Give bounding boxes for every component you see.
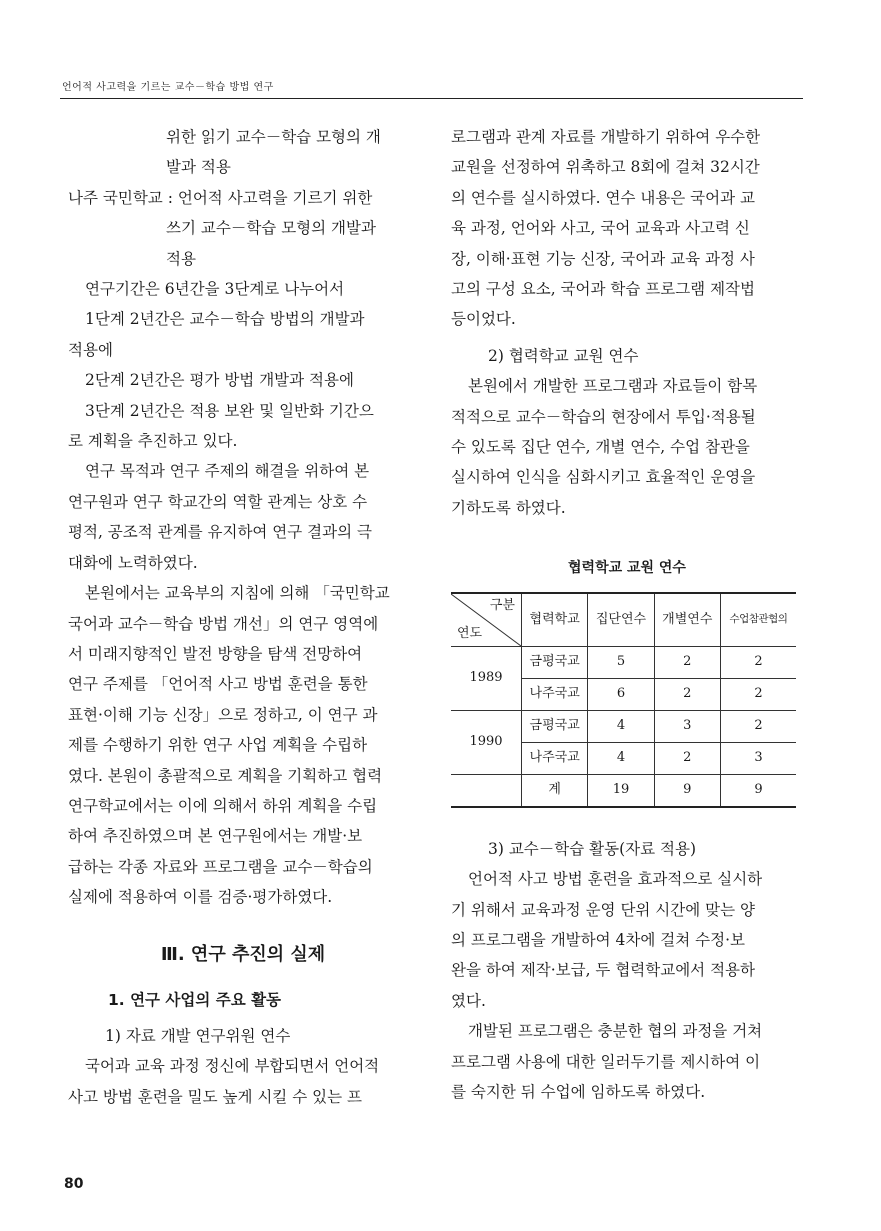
table-header-cell: 수업참관협의 [720,593,796,647]
value-cell: 2 [654,646,720,678]
body-line: 의 프로그램을 개발하여 4차에 걸쳐 수정·보 [451,930,745,949]
value-cell: 4 [588,710,654,742]
value-cell: 6 [588,678,654,710]
value-cell: 3 [720,742,796,774]
body-line: 언어적 사고 방법 훈련을 효과적으로 실시하 [468,870,763,889]
body-line: 연구 주제를 「언어적 사고 방법 훈련을 통한 [68,675,368,694]
body-line: 기하도록 하였다. [451,498,566,517]
school-cell: 나주국교 [522,742,588,774]
body-line: 평적, 공조적 관계를 유지하여 연구 결과의 극 [68,523,373,542]
school-cell: 금평국교 [522,710,588,742]
total-value-cell: 9 [654,774,720,807]
body-line: 완을 하여 제작·보급, 두 협력학교에서 적용하 [451,961,756,980]
school-cell: 나주국교 [522,678,588,710]
value-cell: 5 [588,646,654,678]
total-value-cell: 19 [588,774,654,807]
body-line: 프로그램 사용에 대한 일러두기를 제시하여 이 [451,1052,761,1071]
body-line: 적용에 [68,340,113,359]
item-title: 2) 협력학교 교원 연수 [488,346,639,365]
body-line: 제를 수행하기 위한 연구 사업 계획을 수립하 [68,736,368,755]
body-line: 하여 추진하였으며 본 연구원에서는 개발·보 [68,827,363,846]
table-total-row [451,774,796,807]
value-cell: 2 [654,678,720,710]
body-line: 대화에 노력하였다. [68,553,198,572]
empty-cell [451,774,522,807]
item-title: 1) 자료 개발 연구위원 연수 [105,1026,291,1045]
left-column [68,122,418,1112]
page-number: 80 [64,1176,84,1192]
training-table [451,592,796,808]
school-cell: 금평국교 [522,646,588,678]
year-cell: 1989 [451,646,522,710]
body-line: 표현·이해 기능 신장」으로 정하고, 이 연구 과 [68,705,378,724]
year-cell: 1990 [451,710,522,774]
total-label-cell: 계 [522,774,588,807]
body-line: 2단계 2년간은 평가 방법 개발과 적용에 [85,371,354,390]
table-header-row [451,593,796,647]
corner-bottom-label: 연도 [457,626,483,642]
right-column [451,122,803,1107]
running-header: 언어적 사고력을 기르는 교수－학습 방법 연구 [62,82,274,93]
body-line: 3단계 2년간은 적용 보완 및 일반화 기간으 [85,401,374,420]
body-line: 본원에서 개발한 프로그램과 자료들이 함목 [468,377,758,396]
value-cell: 2 [720,678,796,710]
body-line: 로 계획을 추진하고 있다. [68,432,238,451]
value-cell: 2 [720,710,796,742]
header-rule [60,98,803,99]
corner-top-label: 구분 [489,597,515,613]
value-cell: 2 [654,742,720,774]
body-line: 의 연수를 실시하였다. 연수 내용은 국어과 교 [451,188,756,207]
body-line: 로그램과 관계 자료를 개발하기 위하여 우수한 [451,128,761,146]
item-title: 3) 교수－학습 활동(자료 적용) [488,839,697,858]
body-line: 였다. [451,991,486,1010]
body-line: 사고 방법 훈련을 밀도 높게 시킬 수 있는 프 [68,1087,362,1106]
body-line: 실시하여 인식을 심화시키고 효율적인 운영을 [451,468,756,487]
body-line: 등이었다. [451,310,516,329]
body-line: 개발된 프로그램은 충분한 협의 과정을 거쳐 [468,1022,763,1041]
table-row [451,710,796,742]
value-cell: 2 [720,646,796,678]
value-cell: 3 [654,710,720,742]
sub-heading: 1. 연구 사업의 주요 활동 [108,990,282,1009]
body-line: 국어과 교육 과정 정신에 부합되면서 언어적 [85,1057,380,1076]
body-line: 고의 구성 요소, 국어과 학습 프로그램 제작법 [451,280,756,299]
body-line: 위한 읽기 교수－학습 모형의 개 [166,128,381,146]
body-line: 장, 이해·표현 기능 신장, 국어과 교육 과정 사 [451,249,755,268]
body-line: 를 숙지한 뒤 수업에 임하도록 하였다. [451,1082,706,1101]
section-heading: Ⅲ. 연구 추진의 실제 [160,943,326,965]
body-line: 서 미래지향적인 발전 방향을 탐색 전망하여 [68,644,363,663]
body-line: 교원을 선정하여 위촉하고 8회에 걸쳐 32시간 [451,158,760,177]
value-cell: 4 [588,742,654,774]
body-line: 연구기간은 6년간을 3단계로 나누어서 [85,280,345,299]
body-line: 나주 국민학교 : 언어적 사고력을 기르기 위한 [68,188,373,207]
body-line: 실제에 적용하여 이를 검증·평가하였다. [68,888,333,907]
body-line: 육 과정, 언어와 사고, 국어 교육과 사고력 신 [451,219,750,238]
table-caption: 협력학교 교원 연수 [568,560,686,577]
body-line: 본원에서는 교육부의 지침에 의해 「국민학교 [85,584,390,603]
body-line: 쓰기 교수－학습 모형의 개발과 [166,219,376,238]
body-line: 였다. 본원이 총괄적으로 계획을 기획하고 협력 [68,766,383,785]
body-line: 급하는 각종 자료와 프로그램을 교수－학습의 [68,857,373,876]
total-value-cell: 9 [720,774,796,807]
body-line: 연구학교에서는 이에 의해서 하위 계획을 수립 [68,796,378,815]
body-line: 국어과 교수－학습 방법 개선」의 연구 영역에 [68,614,379,633]
body-line: 발과 적용 [166,158,231,177]
body-line: 수 있도록 집단 연수, 개별 연수, 수업 참관을 [451,438,750,457]
body-line: 기 위해서 교육과정 운영 단위 시간에 맞는 양 [451,900,756,919]
body-line: 적용 [166,249,196,268]
table-corner-cell [451,593,522,647]
table-header-cell: 협력학교 [522,593,588,647]
body-line: 연구 목적과 연구 주제의 해결을 위하여 본 [85,462,370,481]
table-header-cell: 개별연수 [654,593,720,647]
body-line: 1단계 2년간은 교수－학습 방법의 개발과 [85,310,365,329]
body-line: 연구원과 연구 학교간의 역할 관계는 상호 수 [68,492,368,511]
table-header-cell: 집단연수 [588,593,654,647]
table-row [451,646,796,678]
body-line: 적적으로 교수－학습의 현장에서 투입·적용될 [451,407,756,426]
